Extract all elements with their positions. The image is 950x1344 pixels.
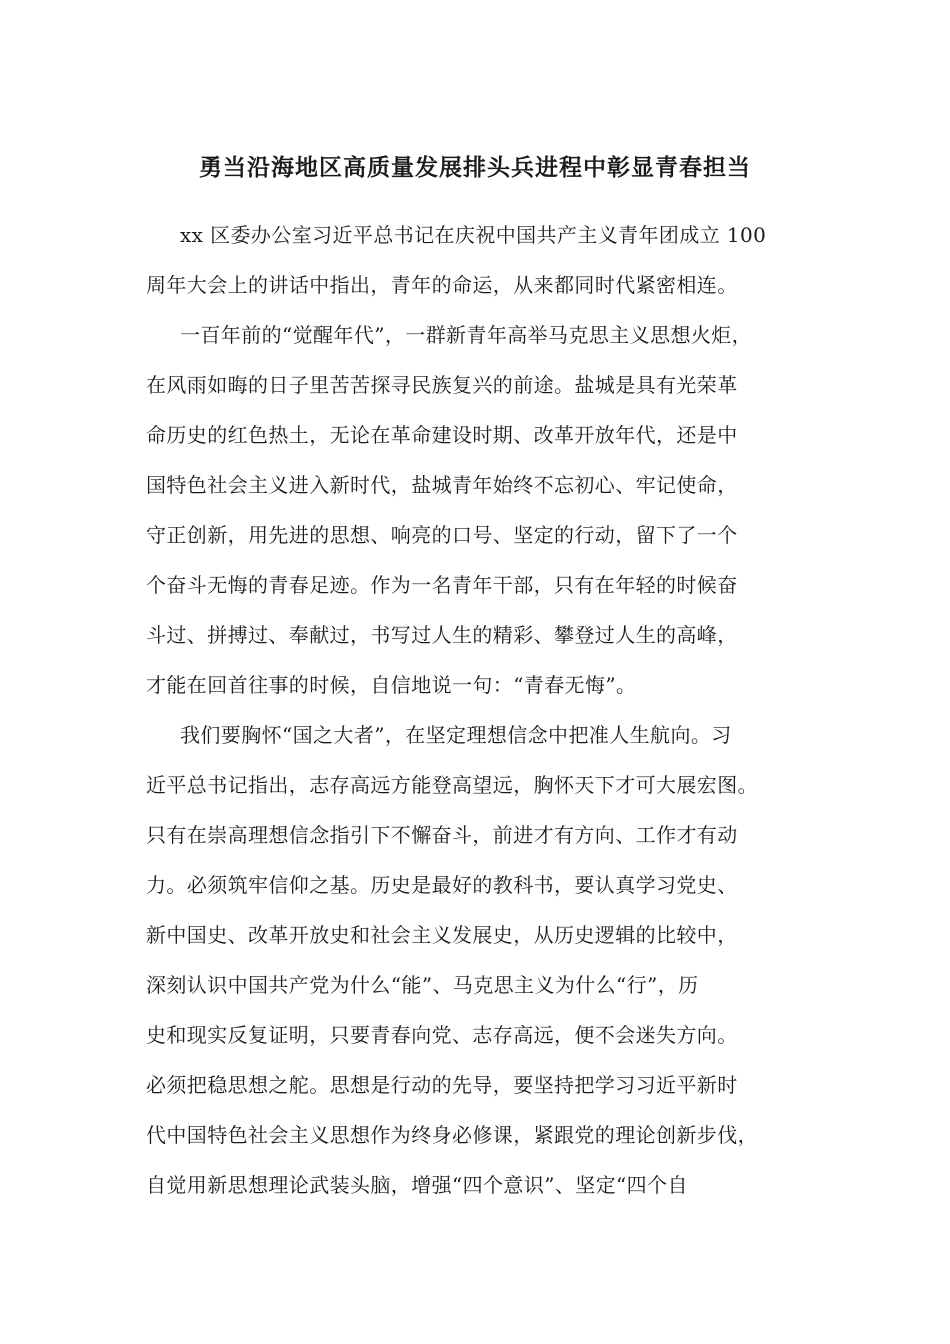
body-text-line: 一百年前的“觉醒年代”，一群新青年高举马克思主义思想火炬，	[180, 323, 753, 347]
body-text-line: 个奋斗无悔的青春足迹。作为一名青年干部，只有在年轻的时候奋	[146, 573, 738, 597]
body-text-line: 守正创新，用先进的思想、响亮的口号、坚定的行动，留下了一个	[146, 523, 738, 547]
body-text-line: 才能在回首往事的时候，自信地说一句：“青春无悔”。	[146, 673, 637, 697]
body-text-line: 周年大会上的讲话中指出，青年的命运，从来都同时代紧密相连。	[146, 273, 738, 297]
body-text-line: 必须把稳思想之舵。思想是行动的先导，要坚持把学习习近平新时	[146, 1073, 738, 1097]
body-text-line: 力。必须筑牢信仰之基。历史是最好的教科书，要认真学习党史、	[146, 873, 738, 897]
body-text-line: 斗过、拼搏过、奉献过，书写过人生的精彩、攀登过人生的高峰，	[146, 623, 738, 647]
body-text-line: 近平总书记指出，志存高远方能登高望远，胸怀天下才可大展宏图。	[146, 773, 758, 797]
body-text-line: 在风雨如晦的日子里苦苦探寻民族复兴的前途。盐城是具有光荣革	[146, 373, 738, 397]
body-text-line: 我们要胸怀“国之大者”，在坚定理想信念中把准人生航向。习	[180, 723, 732, 747]
body-text-line: 命历史的红色热土，无论在革命建设时期、改革开放年代，还是中	[146, 423, 738, 447]
body-text-line: 深刻认识中国共产党为什么“能”、马克思主义为什么“行”，历	[146, 973, 699, 997]
document-title: 勇当沿海地区高质量发展排头兵进程中彰显青春担当	[199, 155, 751, 181]
body-text-line: 代中国特色社会主义思想作为终身必修课，紧跟党的理论创新步伐，	[146, 1123, 758, 1147]
body-text-line: 自觉用新思想理论武装头脑，增强“四个意识”、坚定“四个自	[146, 1173, 688, 1197]
body-text-line: xx 区委办公室习近平总书记在庆祝中国共产主义青年团成立 100	[180, 223, 767, 247]
body-text-line: 只有在崇高理想信念指引下不懈奋斗，前进才有方向、工作才有动	[146, 823, 738, 847]
body-text-line: 史和现实反复证明，只要青春向党、志存高远，便不会迷失方向。	[146, 1023, 738, 1047]
body-text-line: 新中国史、改革开放史和社会主义发展史，从历史逻辑的比较中，	[146, 923, 738, 947]
body-text-line: 国特色社会主义进入新时代，盐城青年始终不忘初心、牢记使命，	[146, 473, 738, 497]
